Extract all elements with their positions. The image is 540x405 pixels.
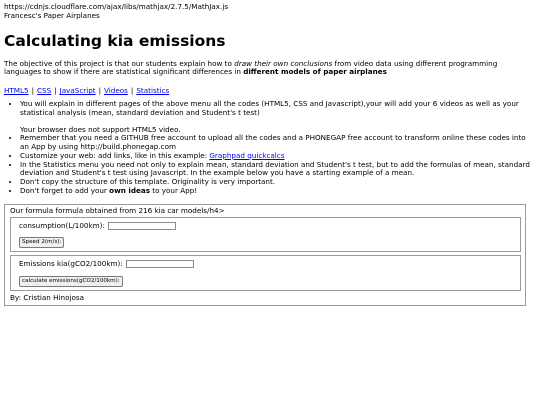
consumption-input[interactable] — [108, 222, 176, 230]
task-text: In the Statistics menu you need not only to explain mean, standard deviation and Student's t test, but to add the formulas of mean, standard deviation and Student's t test using Javascript. In the example below you have a starting example of a mean. — [20, 159, 530, 178]
task-text: Customize your web: add links, like in this example: — [20, 150, 210, 160]
calculate-emissions-button[interactable]: calculate emissions(gCO2/100km): — [19, 276, 123, 287]
nav-menu — [4, 87, 536, 96]
script-url-text: https://cdnjs.cloudflare.com/ajax/libs/mathjax/2.7.5/MathJax.js — [4, 2, 229, 11]
objective-bold: different models of paper airplanes — [243, 67, 387, 77]
task-text: Don't copy the structure of this template. Originality is very important. — [20, 177, 276, 187]
video-fallback-text: Your browser does not support HTML5 video. — [20, 124, 181, 134]
site-name: Francesc's Paper Airplanes — [4, 10, 100, 20]
nav-link-javascript[interactable]: JavaScript — [59, 86, 96, 96]
emissions-fieldset — [10, 255, 521, 290]
emissions-input[interactable] — [126, 260, 194, 268]
task-text: to your App! — [149, 185, 198, 195]
objective-paragraph — [4, 60, 536, 78]
nav-separator: | — [130, 86, 134, 96]
nav-link-css[interactable]: CSS — [37, 86, 52, 96]
nav-link-html5[interactable]: HTML5 — [4, 86, 29, 96]
task-item-own-ideas — [20, 187, 536, 196]
task-text: Remember that you need a GITHUB free account to upload all the codes and a PHONEGAP free account to transform online these codes into an App by using http://build.phonegap.com — [20, 133, 526, 152]
formula-title: Our formula formula obtained from 216 kia car models/h4> — [10, 205, 225, 215]
nav-separator: | — [54, 86, 57, 96]
objective-italic: draw their own conclusions — [234, 58, 333, 68]
nav-separator: | — [98, 86, 102, 96]
objective-text-1: The objective of this project is that our students explain how to — [4, 58, 235, 68]
nav-link-videos[interactable]: Videos — [104, 86, 128, 96]
consumption-label: consumption(L/100km): — [19, 220, 105, 230]
task-text: You will explain in different pages of the above menu all the codes (HTML5, CSS and Javascript),your will add your 6 videos as well as your statistical analysis (mean, standard deviation and Student's t test) — [20, 98, 519, 117]
consumption-fieldset — [10, 217, 521, 252]
nav-link-statistics[interactable]: Statistics — [136, 86, 170, 96]
task-item-github — [20, 134, 536, 152]
task-list — [4, 100, 536, 196]
formula-fieldset — [4, 204, 526, 307]
nav-separator: | — [31, 86, 34, 96]
consumption-row — [19, 222, 512, 231]
task-text: Don't forget to add your — [20, 185, 110, 195]
task-item-statistics — [20, 161, 536, 179]
task-bold: own ideas — [109, 185, 150, 195]
emissions-label: Emissions kia(gCO2/100km): — [19, 259, 123, 269]
graphpad-link[interactable]: Graphpad quickcalcs — [209, 150, 285, 160]
task-item-explain-codes — [20, 100, 536, 134]
page-title: Calculating kia emissions — [4, 31, 226, 50]
author-credit: By: Cristian Hinojosa — [10, 292, 85, 302]
emissions-row — [19, 260, 512, 269]
objective-text-2: from video data using different programming languages to show if there are statistical significant differences in — [4, 58, 498, 77]
speed-button[interactable]: Speed 2(m/s): — [19, 237, 64, 248]
